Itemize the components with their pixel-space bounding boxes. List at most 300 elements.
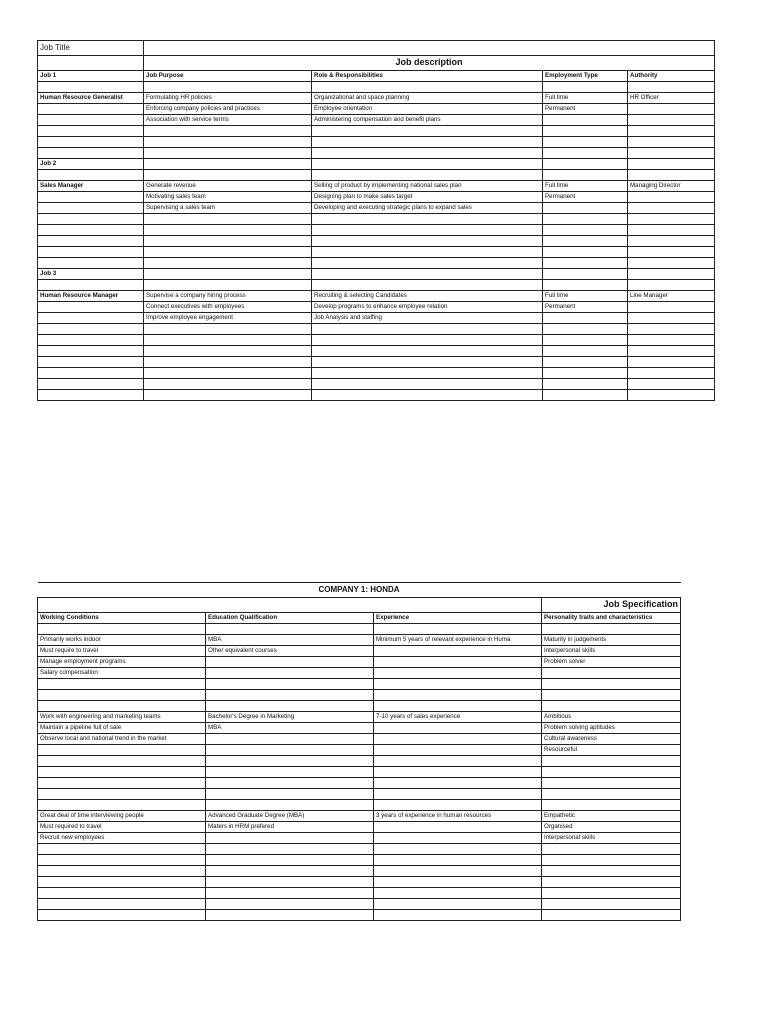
table-cell[interactable] [628,225,715,236]
table-cell[interactable]: Motivating sales team [144,192,312,203]
table-row [38,280,715,291]
table-row [38,82,715,93]
table-cell[interactable] [542,800,681,811]
table-cell[interactable] [312,269,543,280]
table-cell[interactable] [543,390,628,401]
table-cell[interactable]: Maturity in judgements [542,635,681,646]
table-cell[interactable]: 7-10 years of sales experience [374,712,542,723]
table-cell[interactable] [38,789,206,800]
table-cell[interactable] [38,126,144,137]
table-cell[interactable]: Salary compensation [38,668,206,679]
table-cell[interactable] [628,236,715,247]
table-cell[interactable] [144,269,312,280]
table-cell[interactable] [38,280,144,291]
table-cell[interactable]: Advanced Graduate Degree (MBA) [206,811,374,822]
table-cell[interactable] [206,767,374,778]
table-cell[interactable]: MBA [206,635,374,646]
table-cell[interactable] [206,888,374,899]
table-cell[interactable] [374,800,542,811]
table-cell[interactable]: Permanent [543,302,628,313]
table-cell[interactable] [206,745,374,756]
column-header[interactable]: Role & Responsibilities [312,71,543,82]
table-cell[interactable] [144,357,312,368]
table-cell[interactable] [144,225,312,236]
table-cell[interactable]: Designing plan to make sales target [312,192,543,203]
table-cell[interactable] [542,778,681,789]
table-cell[interactable] [144,258,312,269]
table-cell[interactable]: Must require to travel [38,646,206,657]
table-cell[interactable]: Permanent [543,104,628,115]
column-header[interactable]: Education Qualification [206,613,374,624]
table-cell[interactable] [628,313,715,324]
table-cell[interactable] [38,170,144,181]
table-cell[interactable] [312,247,543,258]
table-cell[interactable] [312,357,543,368]
table-cell[interactable] [312,258,543,269]
table-cell[interactable] [374,745,542,756]
table-cell[interactable]: Interpersonal skills [542,833,681,844]
table-cell[interactable] [38,324,144,335]
table-cell[interactable]: Human Resource Manager [38,291,144,302]
table-cell[interactable] [543,258,628,269]
table-cell[interactable] [206,668,374,679]
column-header[interactable]: Personality traits and characteristics [542,613,681,624]
table-cell[interactable]: Developing and executing strategic plans to expand sales [312,203,543,214]
table-cell[interactable]: Association with service terms [144,115,312,126]
table-row [38,137,715,148]
table-cell[interactable] [628,82,715,93]
table-cell[interactable] [144,170,312,181]
job-description-heading[interactable]: Job description [144,56,715,71]
table-cell[interactable]: Connect executives with employees [144,302,312,313]
table-cell[interactable] [628,302,715,313]
table-cell[interactable]: Organizational and space planning [312,93,543,104]
table-row [38,357,715,368]
table-cell[interactable] [543,170,628,181]
table-row [38,346,715,357]
table-cell[interactable] [206,800,374,811]
table-cell[interactable] [312,390,543,401]
table-cell[interactable] [38,357,144,368]
table-cell[interactable] [38,137,144,148]
table-cell[interactable] [543,280,628,291]
table-cell[interactable] [628,104,715,115]
table-cell[interactable] [543,137,628,148]
table-cell[interactable] [374,679,542,690]
table-cell[interactable] [542,690,681,701]
table-cell[interactable] [374,734,542,745]
table-cell[interactable] [38,844,206,855]
heading-blank-cell[interactable] [38,56,144,71]
table-cell[interactable] [374,646,542,657]
table-cell[interactable] [374,756,542,767]
table-cell[interactable] [38,624,206,635]
table-cell[interactable]: Selling of product by implementing national sales plan [312,181,543,192]
table-cell[interactable] [543,357,628,368]
table-cell[interactable] [543,148,628,159]
table-cell[interactable]: Develop programs to enhance employee relation [312,302,543,313]
table-cell[interactable] [543,379,628,390]
table-cell[interactable] [628,379,715,390]
table-cell[interactable] [38,379,144,390]
table-cell[interactable] [542,910,681,921]
table-cell[interactable]: 3 years of experience in human resources [374,811,542,822]
table-cell[interactable] [543,126,628,137]
table-cell[interactable] [38,258,144,269]
table-row [38,690,681,701]
table-cell[interactable]: Problem solver [542,657,681,668]
table-cell[interactable] [38,745,206,756]
table-cell[interactable] [543,115,628,126]
table-cell[interactable] [38,778,206,789]
table-cell[interactable] [374,855,542,866]
table-cell[interactable]: Empathetic [542,811,681,822]
table-cell[interactable]: Recruiting & selecting Candidates [312,291,543,302]
table-cell[interactable] [144,390,312,401]
table-row [38,899,681,910]
table-cell[interactable]: Job 3 [38,269,144,280]
table-cell[interactable]: Interpersonal skills [542,646,681,657]
table-cell[interactable] [374,789,542,800]
table-cell[interactable] [374,701,542,712]
table-row [38,214,715,225]
table-cell[interactable] [312,379,543,390]
column-header[interactable]: Employment Type [543,71,628,82]
table-cell[interactable] [628,335,715,346]
table-cell[interactable] [312,214,543,225]
table-row [38,624,681,635]
table-cell[interactable] [542,679,681,690]
table-cell[interactable] [543,368,628,379]
table-cell[interactable] [543,335,628,346]
table-cell[interactable] [542,668,681,679]
table-row [38,335,715,346]
job-title-label[interactable]: Job Title [38,41,144,56]
table-row [38,866,681,877]
table-cell[interactable] [38,767,206,778]
table-cell[interactable] [374,690,542,701]
table-cell[interactable] [38,899,206,910]
table-cell[interactable] [144,324,312,335]
spec-heading-blank[interactable] [38,598,542,613]
table-cell[interactable] [38,855,206,866]
table-cell[interactable] [312,82,543,93]
table-cell[interactable]: Resourceful [542,745,681,756]
table-cell[interactable] [542,899,681,910]
table-cell[interactable] [38,214,144,225]
column-header[interactable]: Job 1 [38,71,144,82]
table-cell[interactable] [206,778,374,789]
table-cell[interactable] [543,214,628,225]
table-cell[interactable] [206,624,374,635]
table-cell[interactable] [628,148,715,159]
table-cell[interactable] [144,247,312,258]
table-cell[interactable] [206,734,374,745]
table-cell[interactable] [374,822,542,833]
table-row [38,877,681,888]
table-cell[interactable] [206,910,374,921]
table-cell[interactable] [374,844,542,855]
table-row [38,159,715,170]
table-cell[interactable] [628,269,715,280]
table-cell[interactable] [312,368,543,379]
table-cell[interactable] [628,324,715,335]
table-cell[interactable]: Supervise a company hiring process [144,291,312,302]
column-header[interactable]: Job Purpose [144,71,312,82]
table-cell[interactable] [38,888,206,899]
table-cell[interactable]: Full time [543,181,628,192]
table-cell[interactable] [374,767,542,778]
table-cell[interactable] [374,877,542,888]
table-row [38,910,681,921]
table-cell[interactable] [628,247,715,258]
table-cell[interactable] [38,148,144,159]
table-cell[interactable]: Generate revenue [144,181,312,192]
column-header[interactable]: Authority [628,71,715,82]
table-cell[interactable]: Organised [542,822,681,833]
table-cell[interactable] [374,668,542,679]
table-cell[interactable] [543,159,628,170]
table-cell[interactable] [543,269,628,280]
table-cell[interactable] [144,214,312,225]
table-cell[interactable] [312,280,543,291]
table-cell[interactable] [206,899,374,910]
table-cell[interactable] [144,368,312,379]
table-cell[interactable] [628,357,715,368]
table-cell[interactable] [543,203,628,214]
table-cell[interactable] [312,236,543,247]
table-cell[interactable]: Managing Director [628,181,715,192]
table-cell[interactable] [542,855,681,866]
table-cell[interactable] [374,833,542,844]
table-cell[interactable] [144,148,312,159]
table-cell[interactable] [144,236,312,247]
table-cell[interactable] [206,866,374,877]
table-cell[interactable] [312,346,543,357]
table-cell[interactable] [542,877,681,888]
job-specification-table [37,582,681,921]
table-cell[interactable]: Other equivalent courses [206,646,374,657]
table-cell[interactable] [628,258,715,269]
table-cell[interactable] [374,899,542,910]
table-cell[interactable] [38,368,144,379]
table-cell[interactable] [374,778,542,789]
table-cell[interactable] [542,767,681,778]
table-cell[interactable] [628,368,715,379]
table-cell[interactable]: Bachelor's Degree in Marketing [206,712,374,723]
table-cell[interactable] [374,888,542,899]
table-cell[interactable] [206,855,374,866]
table-cell[interactable] [144,346,312,357]
table-cell[interactable]: Cultural awareness [542,734,681,745]
table-cell[interactable] [38,679,206,690]
table-cell[interactable] [542,789,681,800]
table-row [38,258,715,269]
table-cell[interactable] [628,170,715,181]
table-cell[interactable]: Ambitious [542,712,681,723]
table-cell[interactable] [38,335,144,346]
table-cell[interactable] [312,324,543,335]
table-row [38,635,681,646]
table-cell[interactable] [374,624,542,635]
table-cell[interactable]: Enforcing company policies and practices [144,104,312,115]
table-row [38,379,715,390]
table-cell[interactable] [206,844,374,855]
table-cell[interactable] [628,214,715,225]
table-cell[interactable] [312,148,543,159]
company-title[interactable]: COMPANY 1: HONDA [38,583,681,598]
table-cell[interactable] [628,115,715,126]
table-cell[interactable]: Great deal of time interviewing people [38,811,206,822]
table-cell[interactable] [542,624,681,635]
table-cell[interactable]: Full time [543,291,628,302]
table-cell[interactable] [38,690,206,701]
table-cell[interactable]: Permanent [543,192,628,203]
table-cell[interactable]: MBA [206,723,374,734]
table-cell[interactable] [38,115,144,126]
table-cell[interactable] [144,126,312,137]
table-cell[interactable]: HR Officer [628,93,715,104]
table-row [38,368,715,379]
table-cell[interactable]: Job 2 [38,159,144,170]
table-cell[interactable] [374,723,542,734]
table-cell[interactable]: Observe local and national trend in the market [38,734,206,745]
table-row [38,390,715,401]
table-cell[interactable]: Problem solving aptitudes [542,723,681,734]
table-cell[interactable] [542,844,681,855]
table-cell[interactable]: Line Manager [628,291,715,302]
table-cell[interactable] [628,137,715,148]
table-row [38,822,681,833]
table-cell[interactable]: Supervising a sales team [144,203,312,214]
table-cell[interactable] [38,866,206,877]
table-cell[interactable] [38,390,144,401]
table-cell[interactable] [38,756,206,767]
table-cell[interactable] [38,225,144,236]
table-cell[interactable] [374,910,542,921]
table-cell[interactable] [38,236,144,247]
table-cell[interactable] [38,104,144,115]
table-cell[interactable] [144,280,312,291]
table-row [38,269,715,280]
table-row [38,93,715,104]
table-cell[interactable] [206,657,374,668]
table-cell[interactable] [543,346,628,357]
table-cell[interactable]: Full time [543,93,628,104]
table-cell[interactable] [542,888,681,899]
table-cell[interactable] [628,346,715,357]
table-cell[interactable] [144,379,312,390]
table-row [38,192,715,203]
table-cell[interactable] [628,390,715,401]
table-cell[interactable] [543,82,628,93]
table-cell[interactable]: Maintain a pipeline full of sale [38,723,206,734]
table-cell[interactable] [628,159,715,170]
table-cell[interactable] [38,910,206,921]
table-cell[interactable] [628,203,715,214]
job-specification-heading[interactable]: Job Specification [542,598,681,613]
table-cell[interactable] [206,701,374,712]
table-cell[interactable] [206,789,374,800]
table-cell[interactable] [144,137,312,148]
table-row [38,712,681,723]
table-cell[interactable] [38,346,144,357]
table-cell[interactable] [542,756,681,767]
table-cell[interactable]: Employee orientation [312,104,543,115]
table-row [38,778,681,789]
table-cell[interactable] [206,756,374,767]
table-row [38,734,681,745]
table-cell[interactable]: Manage employment programs [38,657,206,668]
table-cell[interactable] [312,170,543,181]
table-cell[interactable] [144,159,312,170]
job-title-value-cell[interactable] [144,41,715,56]
table-cell[interactable] [206,877,374,888]
table-cell[interactable] [312,137,543,148]
table-cell[interactable] [206,679,374,690]
table-cell[interactable] [144,82,312,93]
table-cell[interactable] [374,866,542,877]
table-cell[interactable] [543,313,628,324]
table-cell[interactable] [628,280,715,291]
table-cell[interactable] [38,877,206,888]
table-cell[interactable] [38,701,206,712]
table-cell[interactable] [542,701,681,712]
table-cell[interactable] [312,159,543,170]
table-cell[interactable]: Maters in HRM prefered [206,822,374,833]
table-cell[interactable] [38,203,144,214]
table-row [38,148,715,159]
table-cell[interactable] [312,225,543,236]
table-cell[interactable]: Job Analysis and staffing [312,313,543,324]
table-cell[interactable] [38,313,144,324]
column-header[interactable]: Working Conditions [38,613,206,624]
table-cell[interactable] [38,302,144,313]
table-cell[interactable] [542,866,681,877]
table-cell[interactable] [374,657,542,668]
table-cell[interactable] [206,833,374,844]
table-cell[interactable] [144,335,312,346]
table-cell[interactable]: Sales Manager [38,181,144,192]
table-cell[interactable]: Work with engineering and marketing teams [38,712,206,723]
table-row [38,844,681,855]
table-cell[interactable]: Formulating HR policies [144,93,312,104]
table-cell[interactable] [543,236,628,247]
table-row [38,302,715,313]
table-cell[interactable]: Improve employee engagement [144,313,312,324]
table-cell[interactable] [206,690,374,701]
table-cell[interactable]: Human Resource Generalist [38,93,144,104]
table-cell[interactable] [312,126,543,137]
table-cell[interactable]: Administering compensation and benefit plans [312,115,543,126]
table-cell[interactable]: Primarily works indoor [38,635,206,646]
job-description-table [37,40,715,401]
table-cell[interactable] [38,800,206,811]
table-cell[interactable]: Must required to travel [38,822,206,833]
table-cell[interactable] [312,335,543,346]
table-cell[interactable] [628,126,715,137]
table-cell[interactable] [38,82,144,93]
table-cell[interactable] [38,192,144,203]
table-cell[interactable]: Recruit new employees [38,833,206,844]
table-cell[interactable] [628,192,715,203]
table-cell[interactable] [543,225,628,236]
table-cell[interactable] [543,247,628,258]
table-cell[interactable] [38,247,144,258]
table-cell[interactable]: Minimum 5 years of relevant experience in Huma [374,635,542,646]
table-cell[interactable] [543,324,628,335]
column-header[interactable]: Experience [374,613,542,624]
